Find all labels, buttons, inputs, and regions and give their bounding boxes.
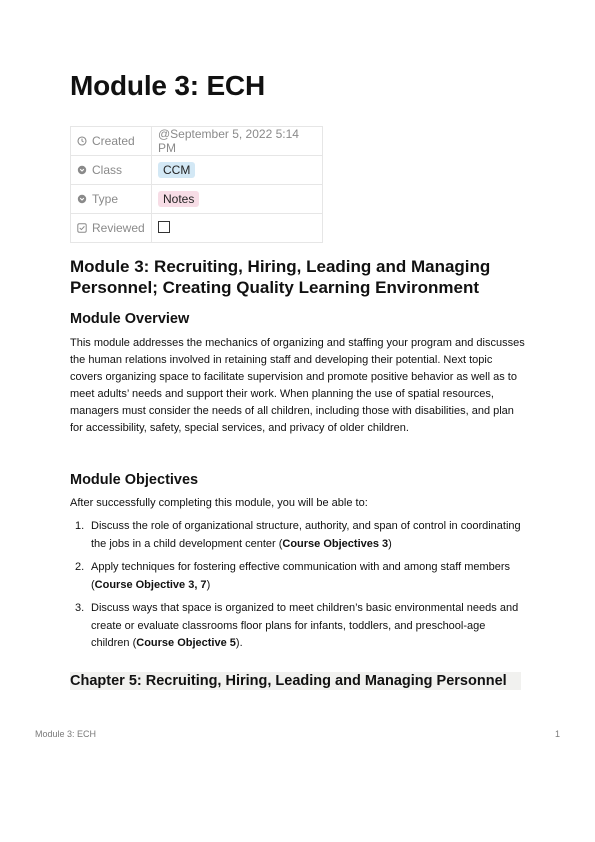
list-item [70,600,526,653]
type-tag[interactable]: Notes [158,191,199,207]
course-objective-ref: Course Objective 3, 7 [94,578,207,591]
list-item [70,518,526,553]
property-row-class[interactable] [71,156,323,185]
checkbox-icon [77,223,87,233]
property-key [71,214,152,243]
page-number: 1 [555,729,561,739]
list-text-end: ) [206,578,211,591]
property-value[interactable] [152,156,323,185]
chapter-heading: Chapter 5: Recruiting, Hiring, Leading and Managing Personnel [70,672,521,690]
clock-icon [77,136,87,146]
course-objective-ref: Course Objectives 3 [282,537,389,550]
property-key-label: Reviewed [92,221,145,235]
property-key-label: Class [92,163,123,177]
property-row-created[interactable] [71,127,323,156]
property-row-type[interactable] [71,185,323,214]
list-text: Discuss ways that space is organized to meet children’s basic environmental needs and create or evaluate classrooms floor plans for infants, toddlers, and preschool-age children ( [91,602,519,649]
property-key-label: Type [92,192,119,206]
overview-heading: Module Overview [70,311,190,327]
module-heading: Module 3: Recruiting, Hiring, Leading and Managing Personnel; Creating Quality Learning Environment [70,257,491,297]
list-text-end: ) [388,537,392,550]
list-text: Discuss the role of organizational structure, authority, and span of control in coordinating the jobs in a child development center ( [91,520,521,550]
list-number: 2. [75,561,85,573]
objectives-list [70,518,526,659]
overview-paragraph: This module addresses the mechanics of organizing and staffing your program and discusses the human relations involved in retaining staff and developing their potential. Next topic covers organizing space to facilitate supervision and promote positive behavior as well as to meet adults’ needs and support their work. When planning the use of spatial resources, managers must consider the needs of all children, including those with disabilities, and plan for accessibility, safety, special services, and privacy of older children. [70,337,525,434]
reviewed-checkbox[interactable] [158,221,170,233]
select-icon [77,194,87,204]
course-objective-ref: Course Objective 5 [136,637,236,649]
property-key [71,156,152,185]
property-value: @September 5, 2022 5:14 PM [152,127,323,156]
list-number: 1. [75,520,85,532]
property-key [71,185,152,214]
objectives-intro: After successfully completing this module, you will be able to: [70,497,368,509]
list-number: 3. [75,602,85,614]
list-item [70,559,526,594]
class-tag[interactable]: CCM [158,162,195,178]
footer-title: Module 3: ECH [35,729,97,739]
property-key-label: Created [92,134,135,148]
property-value[interactable] [152,185,323,214]
list-text: Apply techniques for fostering effective communication with and among staff members ( [91,561,511,591]
properties-table [70,126,323,243]
list-text-end: ). [235,637,243,649]
objectives-heading: Module Objectives [70,472,199,488]
property-value[interactable] [152,214,323,243]
select-icon [77,165,87,175]
property-key [71,127,152,156]
property-row-reviewed[interactable] [71,214,323,243]
page-title: Module 3: ECH [70,70,265,101]
